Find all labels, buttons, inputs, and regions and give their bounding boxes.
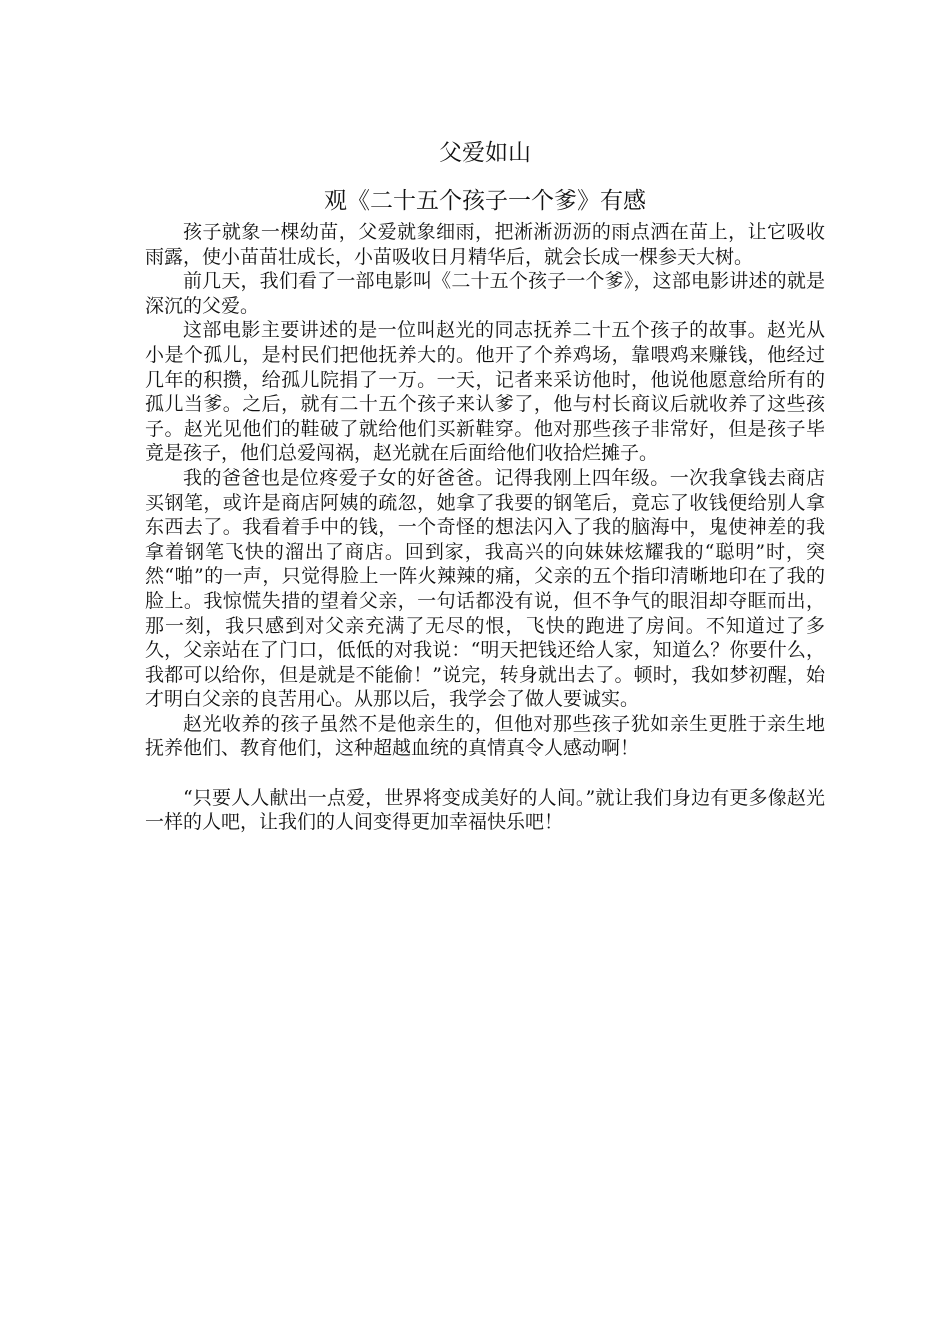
- document-title: 父爱如山: [439, 140, 531, 166]
- paragraph-4: 我的爸爸也是位疼爱子女的好爸爸。记得我刚上四年级。一次我拿钱去商店买钢笔，或许是商店阿姨的疏忽，她拿了我要的钢笔后，竟忘了收钱便给别人拿东西去了。我看着手中的钱，一个奇怪的想法闪入了我的脑海中，鬼使神差的我拿着钢笔飞快的溜出了商店。回到家，我高兴的向妹妹炫耀我的“聪明”时，突然“啪”的一声，只觉得脸上一阵火辣辣的痛，父亲的五个指印清晰地印在了我的脸上。我惊慌失措的望着父亲，一句话都没有说，但不争气的眼泪却夺眶而出，那一刻，我只感到对父亲充满了无尽的恨，飞快的跑进了房间。不知道过了多久，父亲站在了门口，低低的对我说：“明天把钱还给人家，知道么？你要什么，我都可以给你，但是就是不能偷！”说完，转身就出去了。顿时，我如梦初醒，始才明白父亲的良苦用心。从那以后，我学会了做人要诚实。: [145, 466, 825, 711]
- document-content: [145, 136, 825, 835]
- document-body: [145, 220, 825, 835]
- document-subtitle: 观《二十五个孩子一个爹》有感: [324, 188, 646, 214]
- paragraph-2: 前几天，我们看了一部电影叫《二十五个孩子一个爹》，这部电影讲述的就是深沉的父爱。: [145, 270, 825, 317]
- paragraph-1: 孩子就象一棵幼苗，父爱就象细雨，把淅淅沥沥的雨点洒在苗上，让它吸收雨露，使小苗苗壮成长，小苗吸收日月精华后，就会长成一棵参天大树。: [145, 221, 825, 268]
- paragraph-5: 赵光收养的孩子虽然不是他亲生的，但他对那些孩子犹如亲生更胜于亲生地抚养他们、教育他们，这种超越血统的真情真令人感动啊！: [145, 712, 825, 760]
- paragraph-6: “只要人人献出一点爱，世界将变成美好的人间。”就让我们身边有更多像赵光一样的人吧，让我们的人间变得更加幸福快乐吧！: [145, 786, 825, 834]
- paragraph-3: 这部电影主要讲述的是一位叫赵光的同志抚养二十五个孩子的故事。赵光从小是个孤儿，是村民们把他抚养大的。他开了个养鸡场，靠喂鸡来赚钱，他经过几年的积攒，给孤儿院捐了一万。一天，记者来采访他时，他说他愿意给所有的孤儿当爹。之后，就有二十五个孩子来认爹了，他与村长商议后就收养了这些孩子。赵光见他们的鞋破了就给他们买新鞋穿。他对那些孩子非常好，但是孩子毕竟是孩子，他们总爱闯祸，赵光就在后面给他们收拾烂摊子。: [145, 319, 825, 465]
